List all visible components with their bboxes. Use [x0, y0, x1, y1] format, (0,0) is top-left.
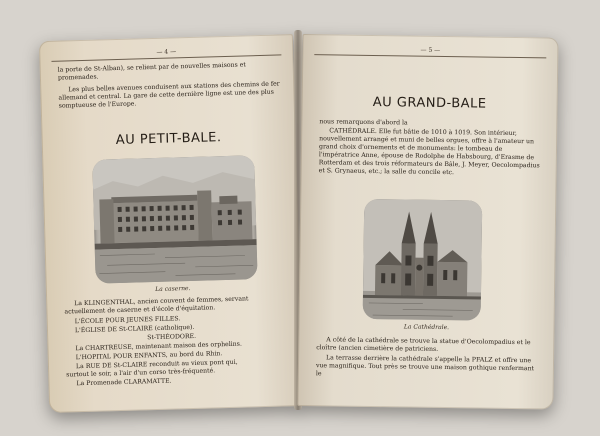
- paragraph: CATHÉDRALE. Elle fut bâtie de 1010 à 1019. Son intérieur, nouvellement arrangé et muni de belles orgues, offre à l'amateur un grand choix d'ornements et de monuments: le tombeau de l'impératrice Anne, épouse de Rodolphe de Habsbourg, d'Erasme de Rotterdam et des trois réformateurs de Bâle, J. Meyer, Oecolompadius et S. Grynaeus, etc.; la salle du concile etc.: [318, 127, 540, 177]
- paragraph: Les plus belles avenues conduisent aux stations des chemins de fer allemand et central. La gare de cette dernière ligne est une des plus somptueuse de l'Europe.: [58, 80, 280, 110]
- left-page: [39, 34, 303, 413]
- text-line: La KLINGENTHAL, ancien couvent de femmes, servant: [74, 295, 249, 308]
- paragraph: nous remarquons d'abord la: [319, 118, 408, 127]
- image-caption: La Cathédrale.: [403, 323, 450, 332]
- paragraph: La terrasse derrière la cathédrale s'appelle la PFALZ et offre une vue magnifique. Tout près se trouve une maison gothique renfermant le: [315, 354, 535, 378]
- text-line: surtout le soir, a l'air d'un corso très-fréquenté.: [66, 367, 216, 379]
- paragraph: A côté de la cathédrale se trouve la statue d'Oecolompadius et le cloître (ancien cimetière de patriciens.: [316, 336, 531, 353]
- open-booklet: [36, 24, 556, 412]
- text-line: La Promenade CLARAMATTE.: [76, 377, 172, 388]
- barracks-engraving: [92, 155, 257, 283]
- image-caption: La caserne.: [155, 285, 191, 294]
- paragraph: la porte de St-Alban), se relient par de nouvelles maisons et promenades.: [57, 61, 246, 82]
- cathedral-engraving: [363, 199, 483, 321]
- text-line: La RUE DE St-CLAIRE reconduit au vieux pont qui,: [75, 358, 238, 371]
- right-page: [297, 34, 558, 410]
- barracks-illustration: [92, 155, 257, 283]
- section-heading: AU PETIT-BALE.: [115, 130, 222, 149]
- text-line: L'ÉGLISE DE St-CLAIRE (catholique).: [74, 323, 195, 335]
- section-heading: AU GRAND-BALE: [372, 95, 487, 112]
- cathedral-illustration: [363, 199, 483, 321]
- text-line: L'ÉCOLE POUR JEUNES FILLES.: [74, 315, 181, 326]
- text-line: La CHARTREUSE, maintenant maison des orphelins.: [75, 340, 242, 353]
- text-line: St-THÉODORE.: [147, 332, 197, 342]
- text-line: actuellement de caserne et d'école d'équitation.: [64, 304, 216, 316]
- page-number: — 4 —: [51, 44, 281, 61]
- page-number: — 5 —: [314, 44, 546, 58]
- text-line: L'HOPITAL POUR ENFANTS, au bord du Rhin.: [75, 350, 223, 362]
